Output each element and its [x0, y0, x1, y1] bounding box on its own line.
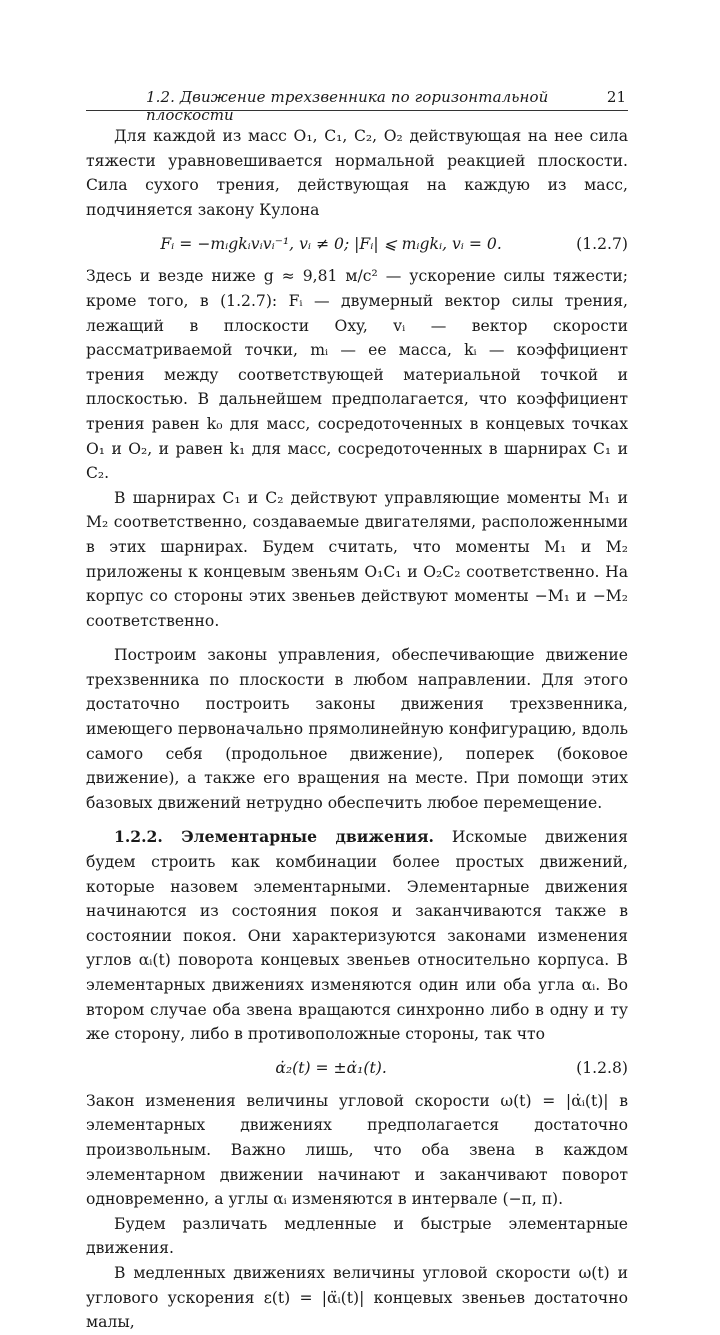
- paragraph-control-moments: В шарнирах C₁ и C₂ действуют управляющие моменты M₁ и M₂ соответственно, создаваемые двигателями, расположенными в этих шарнирах. Будем считать, что моменты M₁ и M₂ приложены к концевым звеньям O₁C₁ и O₂C₂ соответственно. На корпус со стороны этих звеньев действуют моменты −M₁ и −M₂ соответственно.: [86, 488, 628, 630]
- page-number: 21: [606, 88, 626, 106]
- equation-number: (1.2.7): [576, 235, 628, 254]
- section-text: Искомые движения будем строить как комбинации более простых движений, которые назовем элементарными. Элементарные движения начинаются из состояния покоя и заканчиваются также в состоянии покоя. Они характеризуются законами изменения углов αᵢ(t) поворота концевых звеньев относительно корпуса. В элементарных движениях изменяются один или оба угла αᵢ. Во втором случае оба звена вращаются синхронно либо в одну и ту же сторону, либо в противоположные стороны, так что: [86, 828, 629, 1044]
- running-header: [86, 86, 628, 124]
- paragraph-definitions: Здесь и везде ниже g ≈ 9,81 м/с² — ускорение силы тяжести; кроме того, в (1.2.7): Fᵢ — двумерный вектор силы трения, лежащий в плоскости Oxy, vᵢ — вектор скорости рассматриваемой точки, mᵢ — ее масса, kᵢ — коэффициент трения между соответствующей материальной точкой и плоскостью. В дальнейшем предполагается, что коэффициент трения равен k₀ для масс, сосредоточенных в концевых точках O₁ и O₂, и равен k₁ для масс, сосредоточенных в шарнирах C₁ и C₂.: [86, 267, 628, 483]
- paragraph-slow-motions: В медленных движениях величины угловой скорости ω(t) и углового ускорения ε(t) = |α̈ᵢ(t)| концевых звеньев достаточно малы,: [86, 1263, 628, 1332]
- paragraph-coulomb-law: Для каждой из масс O₁, C₁, C₂, O₂ действующая на нее сила тяжести уравновешивается нормальной реакцией плоскости. Сила сухого трения, действующая на каждую из масс, подчиняется закону Кулона: [86, 127, 628, 219]
- equation-body: Fᵢ = −mᵢgkᵢvᵢvᵢ⁻¹, vᵢ ≠ 0; |Fᵢ| ⩽ mᵢgkᵢ, vᵢ = 0.: [160, 235, 502, 254]
- equation-1-2-7: [86, 228, 628, 260]
- equation-number: (1.2.8): [576, 1059, 628, 1078]
- body-text: [86, 124, 628, 1335]
- equation-body: α̇₂(t) = ±α̇₁(t).: [275, 1059, 387, 1078]
- spacer: [86, 815, 628, 825]
- section-heading: 1.2.2. Элементарные движения.: [114, 827, 434, 847]
- paragraph-elementary-motions: [86, 825, 628, 1046]
- running-title: 1.2. Движение трехзвенника по горизонтальной плоскости: [146, 88, 549, 124]
- paragraph-angular-velocity: Закон изменения величины угловой скорости ω(t) = |α̇ᵢ(t)| в элементарных движениях предполагается достаточно произвольным. Важно лишь, что оба звена в каждом элементарном движении начинают и заканчивают поворот одновременно, а углы αᵢ изменяются в интервале (−π, π).: [86, 1091, 628, 1209]
- spacer: [86, 633, 628, 643]
- paragraph-control-laws: Построим законы управления, обеспечивающие движение трехзвенника по плоскости в любом направлении. Для этого достаточно построить законы движения трехзвенника, имеющего первоначально прямолинейную конфигурацию, вдоль самого себя (продольное движение), поперек (боковое движение), а также его вращения на месте. При помощи этих базовых движений нетрудно обеспечить любое перемещение.: [86, 646, 628, 812]
- paragraph-slow-fast: Будем различать медленные и быстрые элементарные движения.: [86, 1214, 628, 1258]
